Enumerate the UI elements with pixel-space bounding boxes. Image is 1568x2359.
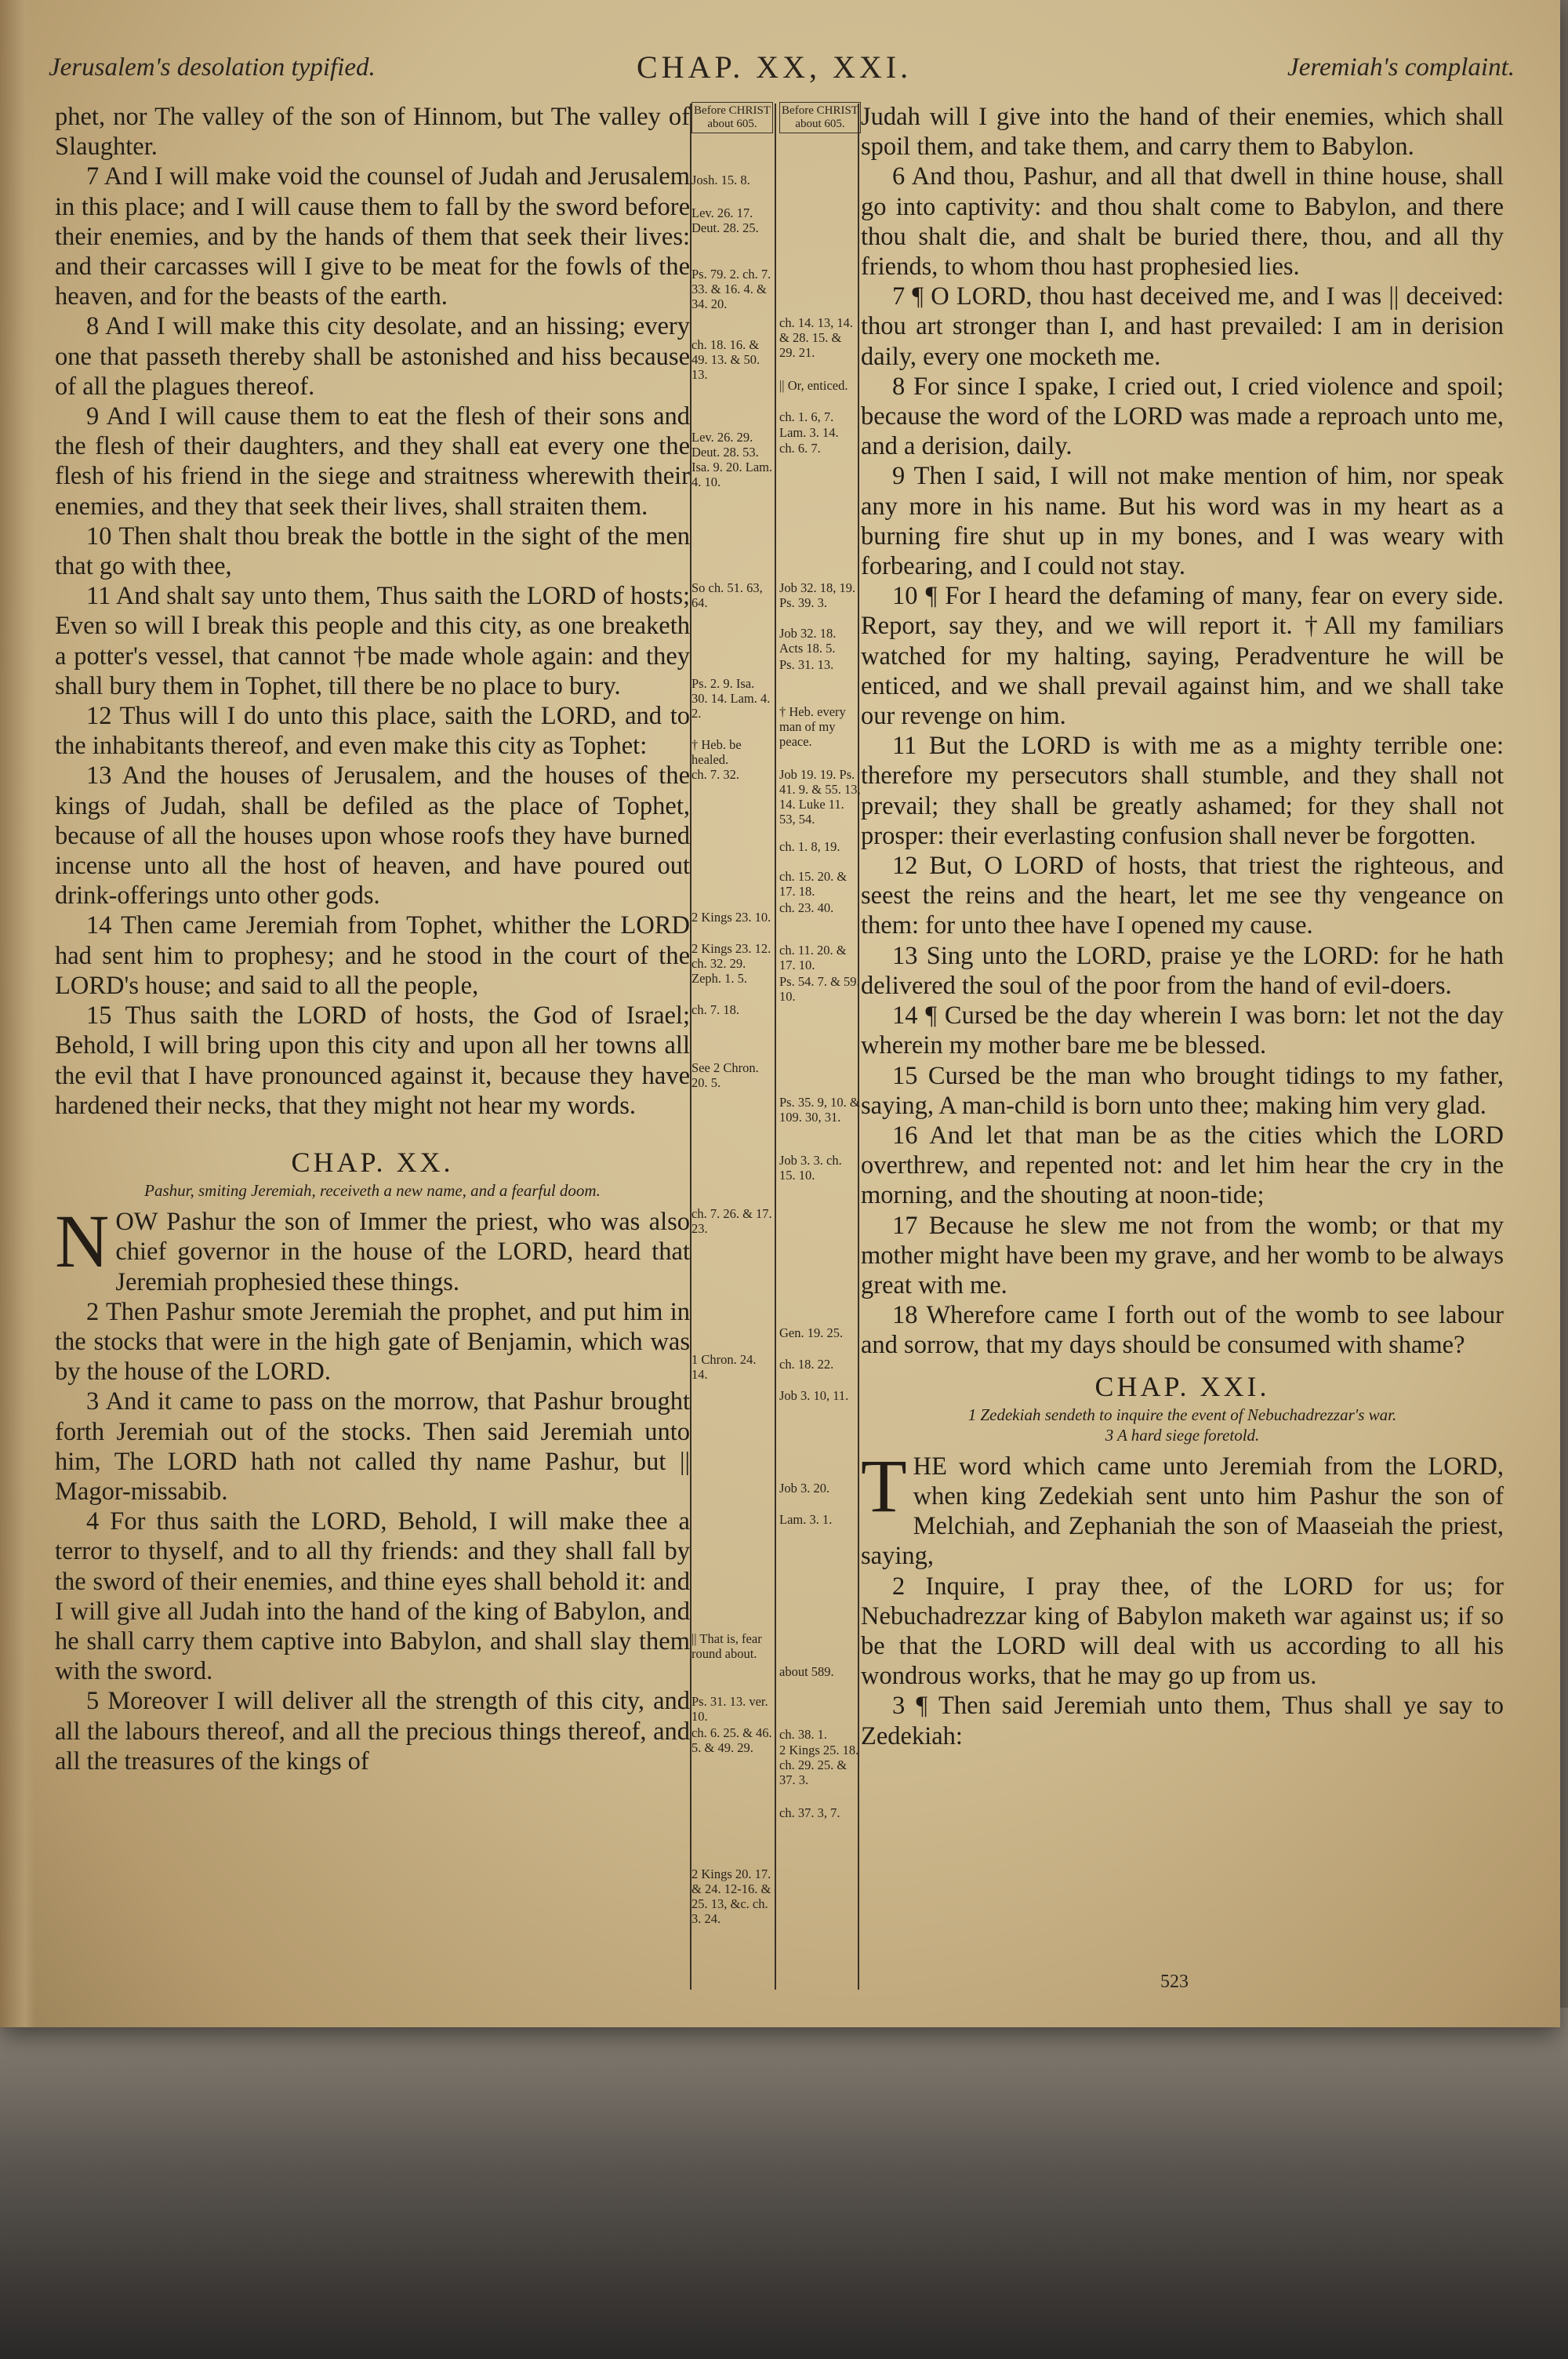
margin-reference: 1 Chron. 24. 14. (691, 1352, 757, 1382)
verse: 14 ¶ Cursed be the day wherein I was born: let not the day wherein my mother bare me be blessed. (861, 1001, 1504, 1060)
verse: 9 And I will cause them to eat the flesh of their sons and the flesh of their daughters, and they shall eat every one the flesh of his friend in the siege and straitness wherewith their enemies, and they that seek their lives, shall straiten them. (55, 402, 690, 521)
chapter-heading-xx: CHAP. XX. (291, 1146, 454, 1178)
verse: 3 And it came to pass on the morrow, that Pashur brought forth Jeremiah out of the stocks. Then said Jeremiah unto him, The LORD hath not called thy name Pashur, but || Magor-missabib. (55, 1387, 690, 1506)
margin-reference: † Heb. every man of my peace. (779, 704, 846, 749)
column-rule (775, 104, 776, 1990)
verse: 10 ¶ For I heard the defaming of many, fear on every side. Report, say they, and we will report it. †All my familiars watched for my halting, saying, Peradventure he will be enticed, and we shall prevail against him, and we shall take our revenge on him. (861, 582, 1504, 731)
chapter-summary-xx: Pashur, smiting Jeremiah, receiveth a new name, and a fearful doom. (144, 1181, 601, 1201)
verse: 13 And the houses of Jerusalem, and the houses of the kings of Judah, shall be defiled as the place of Tophet, because of all the houses upon whose roofs they have burned incense unto all the host of heaven, and have poured out drink-offerings unto other gods. (55, 761, 690, 911)
margin-reference: ch. 18. 16. & 49. 13. & 50. 13. (691, 337, 760, 382)
margin-reference: ch. 7. 26. & 17. 23. (691, 1206, 772, 1236)
verse: 16 And let that man be as the cities which the LORD overthrew, and repented not: and let him hear the cry in the morning, and the shouting at noon-tide; (861, 1121, 1504, 1210)
page-gutter (0, 0, 35, 2027)
verse: 2 Then Pashur smote Jeremiah the prophet, and put him in the stocks that were in the high gate of Benjamin, which was by the house of the LORD. (55, 1297, 690, 1387)
chapter-summary-xxi-2: 3 A hard siege foretold. (1105, 1425, 1260, 1445)
page-number: 523 (1160, 1972, 1189, 1992)
margin-reference: || Or, enticed. (779, 378, 848, 393)
verse: 8 For since I spake, I cried out, I cried violence and spoil; because the word of the LORD was made a reproach unto me, and a derision, daily. (861, 372, 1504, 461)
margin-reference: ch. 1. 6, 7. (779, 409, 834, 424)
margin-reference: about 589. (779, 1664, 834, 1679)
running-head-center: CHAP. XX, XXI. (637, 49, 913, 85)
margin-reference: Job 19. 19. Ps. 41. 9. & 55. 13, 14. Luke 11. 53, 54. (779, 767, 861, 827)
verse: 3 ¶ Then said Jeremiah unto them, Thus shall ye say to Zedekiah: (861, 1692, 1504, 1750)
right-text-column (861, 102, 1504, 1751)
margin-reference: Ps. 54. 7. & 59. 10. (779, 974, 860, 1004)
margin-reference: † Heb. be healed. (691, 737, 742, 767)
margin-reference: Job 3. 10, 11. (779, 1388, 849, 1403)
verse: 2 Inquire, I pray thee, of the LORD for us; for Nebuchadrezzar king of Babylon maketh war against us; if so be that the LORD will deal with us according to all his wondrous works, that he may go up from us. (861, 1572, 1504, 1691)
margin-reference: Gen. 19. 25. (779, 1325, 844, 1340)
margin-reference: Ps. 79. 2. ch. 7. 33. & 16. 4. & 34. 20. (691, 267, 771, 311)
verse: 9 Then I said, I will not make mention of him, nor speak any more in his name. But his word was in my heart as a burning fire shut up in my bones, and I was weary with forbearing, and I could not stay. (861, 462, 1504, 581)
verse: 17 Because he slew me not from the womb; or that my mother might have been my grave, and her womb to be always great with me. (861, 1211, 1504, 1299)
margin-reference: ch. 38. 1. (779, 1727, 827, 1742)
margin-reference: Ps. 35. 9, 10. & 109. 30, 31. (779, 1095, 860, 1125)
margin-reference: See 2 Chron. 20. 5. (691, 1060, 759, 1090)
chapter-summary-xxi-1: 1 Zedekiah sendeth to inquire the event of Nebuchadrezzar's war. (967, 1405, 1397, 1424)
margin-reference: ch. 1. 8, 19. (779, 839, 840, 854)
before-christ-box: Before CHRIST about 605. (779, 102, 861, 133)
margin-reference: Job 32. 18. Acts 18. 5. (779, 626, 837, 656)
verse: 15 Cursed be the man who brought tidings to my father, saying, A man-child is born unto thee; making him very glad. (861, 1061, 1504, 1120)
left-text-column (55, 102, 690, 1776)
running-head (49, 49, 1515, 93)
margin-reference: ch. 6. 25. & 46. 5. & 49. 29. (691, 1725, 772, 1755)
margin-reference: 2 Kings 20. 17. & 24. 12-16. & 25. 13, &c. ch. 3. 24. (691, 1866, 771, 1926)
margin-reference: ch. 7. 32. (691, 767, 739, 782)
margin-reference: ch. 18. 22. (779, 1357, 834, 1372)
verse: HE word which came unto Jeremiah from the LORD, when king Zedekiah sent unto him Pashur the son of Melchiah, and Zephaniah the son of Maaseiah the priest, saying, (861, 1452, 1504, 1571)
margin-reference: Job 3. 20. (779, 1481, 830, 1496)
margin-reference: Ps. 31. 13. ver. 10. (691, 1694, 768, 1724)
drop-cap: N (55, 1199, 110, 1284)
verse: 6 And thou, Pashur, and all that dwell in thine house, shall go into captivity: and thou shalt come to Babylon, and there thou shalt die, and shalt be buried there, thou, and all thy friends, to whom thou hast prophesied lies. (861, 162, 1504, 282)
verse: phet, nor The valley of the son of Hinnom, but The valley of Slaughter. (55, 103, 690, 162)
left-margin-references (691, 102, 773, 1926)
verse: 11 But the LORD is with me as a mighty terrible one: therefore my persecutors shall stumble, and they shall not prevail; they shall be greatly ashamed; for they shall not prosper: their everlasting confusion shall never be forgotten. (861, 732, 1504, 850)
verse: 18 Wherefore came I forth out of the womb to see labour and sorrow, that my days should be consumed with shame? (861, 1301, 1504, 1360)
margin-reference: Lev. 26. 17. Deut. 28. 25. (691, 205, 759, 235)
margin-reference: ch. 7. 18. (691, 1002, 739, 1017)
margin-reference: ch. 15. 20. & 17. 18. (779, 869, 848, 899)
margin-reference: ch. 6. 7. (779, 441, 821, 456)
margin-reference: So ch. 51. 63, 64. (691, 580, 763, 610)
verse: 8 And I will make this city desolate, and an hissing; every one that passeth thereby shall be astonished and hiss because of all the plagues thereof. (55, 312, 690, 401)
margin-reference: Lam. 3. 1. (779, 1512, 833, 1527)
verse: 14 Then came Jeremiah from Tophet, whither the LORD had sent him to prophesy; and he stood in the court of the LORD's house; and said to all the people, (55, 911, 690, 1000)
margin-reference: Lam. 3. 14. (779, 425, 839, 440)
margin-reference: 2 Kings 25. 18. ch. 29. 25. & 37. 3. (779, 1743, 859, 1787)
margin-reference: 2 Kings 23. 10. (691, 910, 771, 925)
margin-reference: ch. 11. 20. & 17. 10. (779, 943, 847, 972)
margin-reference: Lev. 26. 29. Deut. 28. 53. Isa. 9. 20. Lam. 4. 10. (691, 430, 773, 489)
verse: 4 For thus saith the LORD, Behold, I will make thee a terror to thyself, and to all thy friends: and they shall fall by the sword of their enemies, and thine eyes shall behold it: and I will give all Judah into the hand of the king of Babylon, and he shall carry them captive into Babylon, and shall slay them with the sword. (55, 1507, 690, 1686)
margin-reference: Josh. 15. 8. (691, 173, 750, 187)
right-margin-references (779, 102, 861, 1820)
margin-reference: || That is, fear round about. (691, 1631, 762, 1661)
verse: 7 And I will make void the counsel of Judah and Jerusalem in this place; and I will cause them to fall by the sword before their enemies, and by the hands of them that seek their lives: and their carcasses will I give to be meat for the fowls of the heaven, and for the beasts of the earth. (55, 162, 690, 311)
margin-reference: ch. 23. 40. (779, 900, 834, 915)
before-christ-box: Before CHRIST about 605. (691, 102, 773, 133)
margin-reference: 2 Kings 23. 12. ch. 32. 29. Zeph. 1. 5. (691, 941, 771, 986)
margin-reference: Ps. 2. 9. Isa. 30. 14. Lam. 4. 2. (691, 676, 771, 721)
verse: 10 Then shalt thou break the bottle in the sight of the men that go with thee, (55, 522, 690, 581)
verse: 11 And shalt say unto them, Thus saith the LORD of hosts; Even so will I break this people and this city, as one breaketh a potter's vessel, that cannot †be made whole again: and they shall bury them in Tophet, till there be no place to bury. (55, 582, 690, 700)
margin-reference: Ps. 31. 13. (779, 657, 834, 672)
verse: 15 Thus saith the LORD of hosts, the God of Israel; Behold, I will bring upon this city and upon all her towns all the evil that I have pronounced against it, because they have hardened their necks, that they might not hear my words. (55, 1001, 690, 1120)
margin-reference: Job 3. 3. ch. 15. 10. (779, 1153, 842, 1183)
verse: 12 But, O LORD of hosts, that triest the righteous, and seest the reins and the heart, let me see thy vengeance on them: for unto thee have I opened my cause. (861, 852, 1504, 940)
margin-reference: ch. 14. 13, 14. & 28. 15. & 29. 21. (779, 315, 853, 360)
verse: 12 Thus will I do unto this place, saith the LORD, and to the inhabitants thereof, and even make this city as Tophet: (55, 702, 690, 761)
chapter-heading-xxi: CHAP. XXI. (1094, 1370, 1270, 1402)
verse: OW Pashur the son of Immer the priest, who was also chief governor in the house of the LORD, heard that Jeremiah prophesied these things. (115, 1208, 690, 1296)
drop-cap: T (861, 1443, 907, 1528)
verse: Judah will I give into the hand of their enemies, which shall spoil them, and take them, and carry them to Babylon. (861, 103, 1504, 162)
verse: 7 ¶ O LORD, thou hast deceived me, and I was || deceived: thou art stronger than I, and hast prevailed: I am in derision daily, every one mocketh me. (861, 282, 1504, 371)
margin-reference: ch. 37. 3, 7. (779, 1805, 840, 1820)
margin-reference: Job 32. 18, 19. Ps. 39. 3. (779, 580, 856, 610)
running-head-right: Jeremiah's complaint. (1287, 53, 1515, 82)
running-head-left: Jerusalem's desolation typified. (49, 53, 376, 82)
table-surface (0, 2008, 1568, 2359)
verse: 13 Sing unto the LORD, praise ye the LORD: for he hath delivered the soul of the poor from the hand of evil-doers. (861, 941, 1504, 1000)
verse: 5 Moreover I will deliver all the strength of this city, and all the labours thereof, and all the precious things thereof, and all the treasures of the kings of (55, 1687, 690, 1776)
